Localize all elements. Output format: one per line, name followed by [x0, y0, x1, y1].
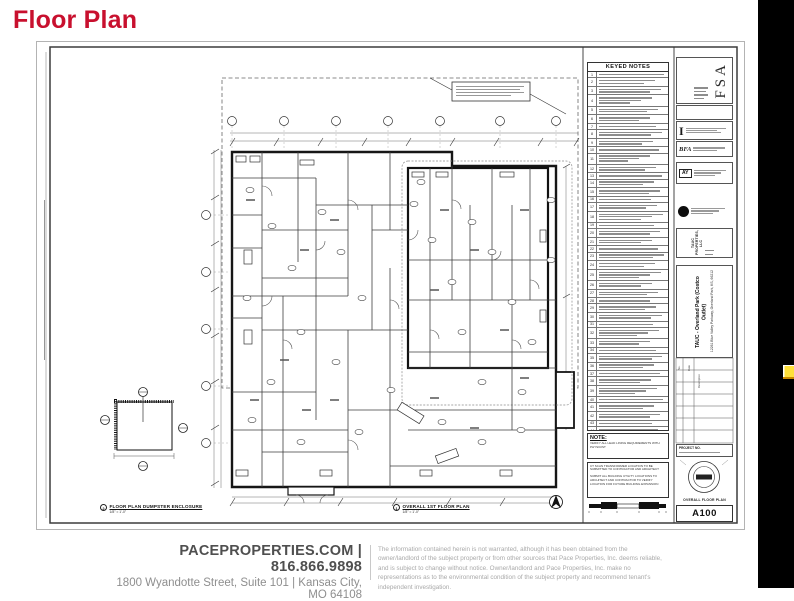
keyed-note-row: 24 — [588, 261, 668, 270]
architect-address-lines — [694, 61, 710, 101]
drawing-scale: 1/8" = 1'-0" — [402, 509, 420, 514]
ay-logo: AY — [679, 169, 692, 178]
keyed-note-row: 15 — [588, 188, 668, 197]
keyed-notes-rows — [588, 72, 668, 431]
keyed-note-row: 35 — [588, 354, 668, 363]
keyed-note-row: 31 — [588, 322, 668, 328]
ay-engineer-stamp — [676, 162, 733, 184]
keyed-note-row: 38 — [588, 377, 668, 386]
north-arrow-icon — [550, 495, 563, 509]
footer-divider — [370, 545, 371, 580]
footer-website-phone — [100, 543, 362, 575]
note-text: CT SCAN TRANSFORMER LOCATION TO BE SUBMITTED TO CONTRACTOR AND ARCHITECT — [590, 463, 660, 472]
keyed-note-row: 10 — [588, 147, 668, 153]
keyed-note-row: 14 — [588, 180, 668, 189]
keyed-note-row: 30 — [588, 313, 668, 322]
revision-col-no: No. — [677, 365, 681, 370]
keyed-note-row: 22 — [588, 246, 668, 252]
utility-note-box — [587, 462, 669, 498]
note-text: SUBMIT ALL BUILDING UTILITY LOCATIONS TO ARCHITECT AND CONTRACTOR TO VERIFY LOCATION FOR FUTURE BUILDING EXPANSION — [590, 473, 659, 486]
keyed-note-row: 40 — [588, 397, 668, 403]
keyed-note-row: 16 — [588, 197, 668, 203]
sheet-number: A100 — [676, 505, 733, 522]
drawing-scale: 1/8" = 1'-0" — [109, 509, 127, 514]
keyed-note-row: 29 — [588, 304, 668, 313]
drawing-title-label: OVERALL 1ST FLOOR PLAN — [402, 504, 470, 509]
drawing-number-bubble: 2 — [100, 504, 107, 511]
i-beam-icon: I — [679, 123, 684, 138]
structural-engineer-stamp — [676, 121, 733, 140]
keyed-note-row: 33 — [588, 339, 668, 348]
keyed-note-row: 1 — [588, 72, 668, 78]
keyed-note-row: 42 — [588, 412, 668, 421]
fsa-logo: FSA — [713, 62, 729, 99]
keyed-note-row: 11 — [588, 154, 668, 165]
footer-separator: | — [357, 543, 362, 559]
keyed-note-row: 5 — [588, 107, 668, 116]
project-name: TAUC - Overland Park (Costco Outlet) — [694, 275, 707, 348]
keyed-note-row: 44 — [588, 427, 668, 431]
keyed-notes-title: KEYED NOTES — [588, 63, 668, 72]
revision-col-description: Description — [697, 374, 701, 388]
keyed-note-row: 39 — [588, 386, 668, 397]
sheet-title: OVERALL FLOOR PLAN — [676, 496, 733, 504]
drawing-number-bubble: 1 — [393, 504, 400, 511]
drawing-title-label: FLOOR PLAN DUMPSTER ENCLOSURE — [109, 504, 203, 509]
round-seal-icon — [678, 206, 689, 217]
keyed-notes-table — [587, 62, 669, 431]
keyed-note-row: 21 — [588, 238, 668, 247]
note-label: NOTE: — [590, 435, 607, 441]
keyed-note-row: 13 — [588, 173, 668, 179]
footer-website: PACEPROPERTIES.COM — [179, 543, 354, 559]
client-block — [676, 228, 733, 258]
footer-address: 1800 Wyandotte Street, Suite 101 | Kansas City, MO 64108 — [116, 577, 362, 601]
right-side-panel — [758, 0, 794, 588]
keyed-note-row: 4 — [588, 95, 668, 106]
bfa-engineer-stamp — [676, 141, 733, 157]
keyed-note-row: 27 — [588, 290, 668, 299]
keyed-note-row: 2 — [588, 78, 668, 87]
keyed-note-row: 28 — [588, 298, 668, 304]
project-number-block — [676, 444, 733, 457]
keyed-note-row: 17 — [588, 203, 668, 212]
keyed-note-row: 3 — [588, 87, 668, 96]
keyed-note-row: 7 — [588, 124, 668, 130]
keyed-note-row: 26 — [588, 281, 668, 290]
client-contact-lines — [705, 230, 715, 256]
keyed-note-row: 18 — [588, 212, 668, 223]
keyed-note-row: 37 — [588, 371, 668, 377]
project-address: 12261 Blue Valley Parkway, Overland Park, KS, 66212 — [710, 270, 715, 353]
note-text: VERIFY ALL LEAD LINING REQUIREMENTS WITH PHYSICIST — [590, 441, 660, 449]
keyed-note-row: 25 — [588, 270, 668, 281]
footer-disclaimer: The information contained herein is not warranted, although it has been obtained from the owner/landlord of the subject property or from other sources that Pace Properties, Inc. deems reliable, and is subject to change without notice. Owner/landlord and Pace Properties, Inc. make no representations as to the environmental condition of the subject property and recommend tenant's independent investigation. — [378, 546, 662, 591]
keyed-note-row: 12 — [588, 165, 668, 174]
revision-col-date: Date — [687, 365, 691, 371]
project-number-label: PROJECT NO. — [679, 446, 701, 450]
yellow-marker[interactable] — [783, 365, 794, 379]
keyed-note-row: 19 — [588, 223, 668, 229]
keyed-note-row: 32 — [588, 328, 668, 339]
project-number-value-line — [679, 452, 720, 453]
note-box — [587, 433, 669, 459]
footer-contact-block — [100, 543, 362, 601]
keyed-note-row: 41 — [588, 403, 668, 412]
project-title-block — [676, 265, 733, 358]
civil-engineer-stamp — [676, 200, 733, 222]
keyed-note-row: 6 — [588, 115, 668, 124]
page-title: Floor Plan — [13, 6, 138, 34]
keyed-note-row: 9 — [588, 139, 668, 148]
keyed-note-row: 43 — [588, 421, 668, 427]
footer-phone: 816.866.9898 — [270, 559, 362, 575]
keyed-note-row: 36 — [588, 363, 668, 372]
bfa-logo: BFA — [679, 145, 692, 153]
drawing-title-dumpster — [100, 504, 202, 514]
keyed-note-row: 20 — [588, 229, 668, 238]
keyed-note-row: 8 — [588, 130, 668, 139]
drawing-title-overall-plan — [393, 504, 470, 514]
keyed-note-row: 34 — [588, 348, 668, 354]
architect-logo-block — [676, 57, 733, 104]
client-name: TAUC PROPERTIES, LLC — [690, 230, 703, 256]
consultant-stamp — [676, 105, 733, 120]
keyed-note-row: 23 — [588, 253, 668, 262]
